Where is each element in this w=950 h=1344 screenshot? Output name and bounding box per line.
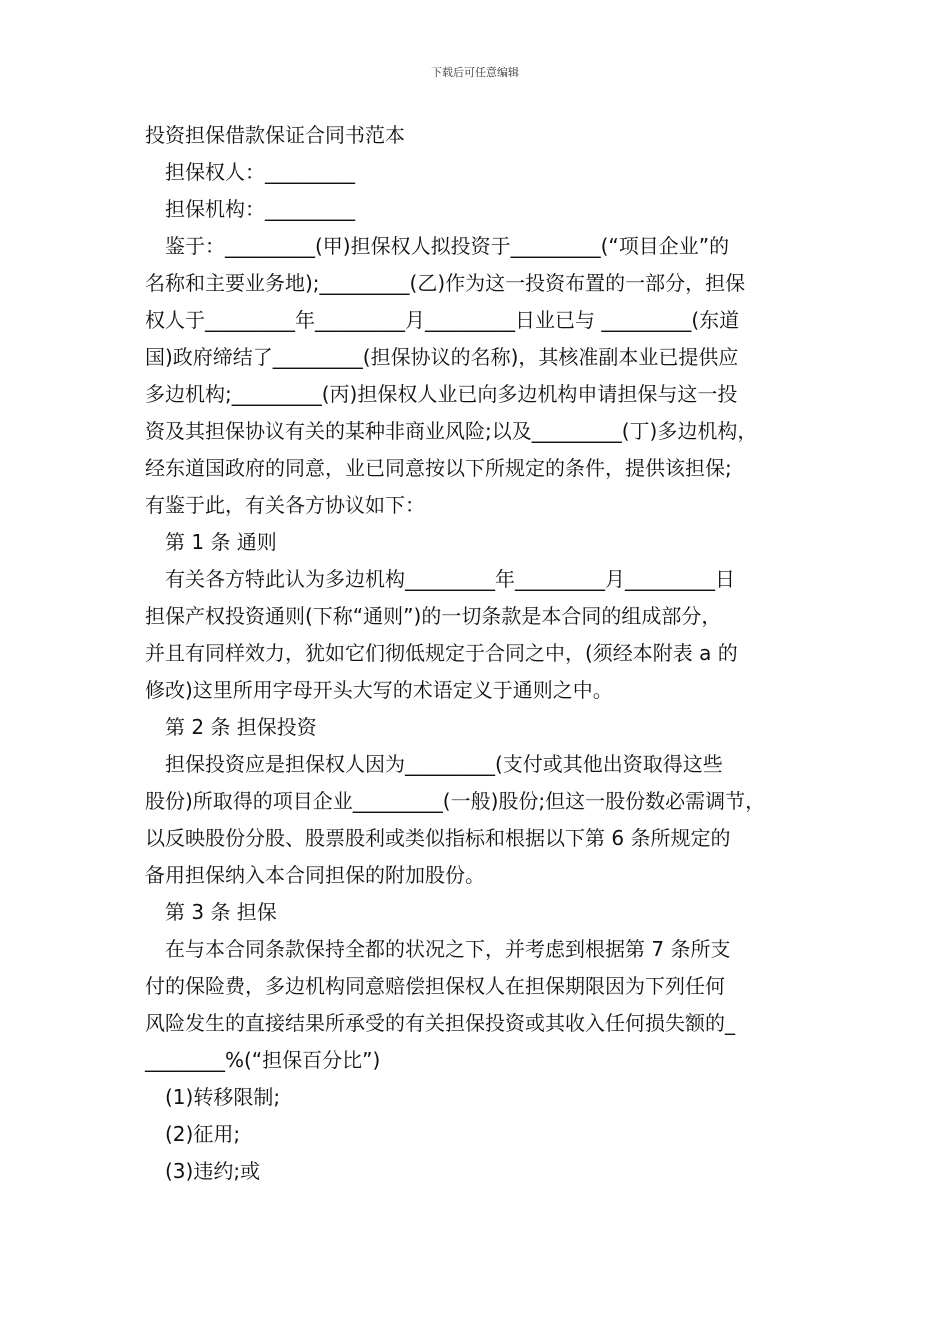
paragraph-line: 多边机构;_________(丙)担保权人业已向多边机构申请担保与这一投 [145, 382, 738, 406]
section-heading-2: 第 2 条 担保投资 [165, 715, 317, 739]
list-item: (2)征用; [165, 1122, 241, 1146]
paragraph-line: 资及其担保协议有关的某种非商业风险;以及_________(丁)多边机构， [145, 419, 758, 443]
paragraph-line: 在与本合同条款保持全都的状况之下，并考虑到根据第 7 条所支 [165, 937, 731, 961]
paragraph-line: 付的保险费，多边机构同意赔偿担保权人在担保期限因为下列任何 [145, 974, 725, 998]
paragraph-line: 担保投资应是担保权人因为_________(支付或其他出资取得这些 [165, 752, 723, 776]
paragraph-line: 修改)这里所用字母开头大写的术语定义于通则之中。 [145, 678, 613, 702]
paragraph-line: ________%(“担保百分比”) [145, 1048, 381, 1072]
guarantee-agency-line: 担保机构：_________ [165, 197, 355, 221]
guarantee-holder-line: 担保权人：_________ [165, 160, 355, 184]
list-item: (1)转移限制; [165, 1085, 281, 1109]
paragraph-line: 股份)所取得的项目企业_________(一般)股份;但这一股份数必需调节， [145, 789, 766, 813]
paragraph-line: 以反映股份分股、股票股利或类似指标和根据以下第 6 条所规定的 [145, 826, 731, 850]
paragraph-line: 国)政府缔结了_________(担保协议的名称)，其核准副本业已提供应 [145, 345, 739, 369]
paragraph-line: 风险发生的直接结果所承受的有关担保投资或其收入任何损失额的_ [145, 1011, 735, 1035]
paragraph-line: 并且有同样效力，犹如它们彻低规定于合同之中，(须经本附表 a 的 [145, 641, 738, 665]
paragraph-line: 有关各方特此认为多边机构_________年_________月_________日 [165, 567, 735, 591]
document-title: 投资担保借款保证合同书范本 [145, 123, 405, 147]
document-body [145, 117, 815, 1190]
paragraph-line: 备用担保纳入本合同担保的附加股份。 [145, 863, 485, 887]
list-item: (3)违约;或 [165, 1159, 261, 1183]
paragraph-line: 鉴于：_________(甲)担保权人拟投资于_________(“项目企业”的 [165, 234, 730, 258]
paragraph-line: 有鉴于此，有关各方协议如下： [145, 493, 425, 517]
paragraph-line: 名称和主要业务地);_________(乙)作为这一投资布置的一部分，担保 [145, 271, 746, 295]
paragraph-line: 担保产权投资通则(下称“通则”)的一切条款是本合同的组成部分， [145, 604, 722, 628]
page-header: 下载后可任意编辑 [431, 66, 519, 79]
paragraph-line: 经东道国政府的同意，业已同意按以下所规定的条件，提供该担保; [145, 456, 732, 480]
paragraph-line: 权人于_________年_________月_________日业已与 _________(东道 [145, 308, 740, 332]
section-heading-1: 第 1 条 通则 [165, 530, 277, 554]
section-heading-3: 第 3 条 担保 [165, 900, 277, 924]
